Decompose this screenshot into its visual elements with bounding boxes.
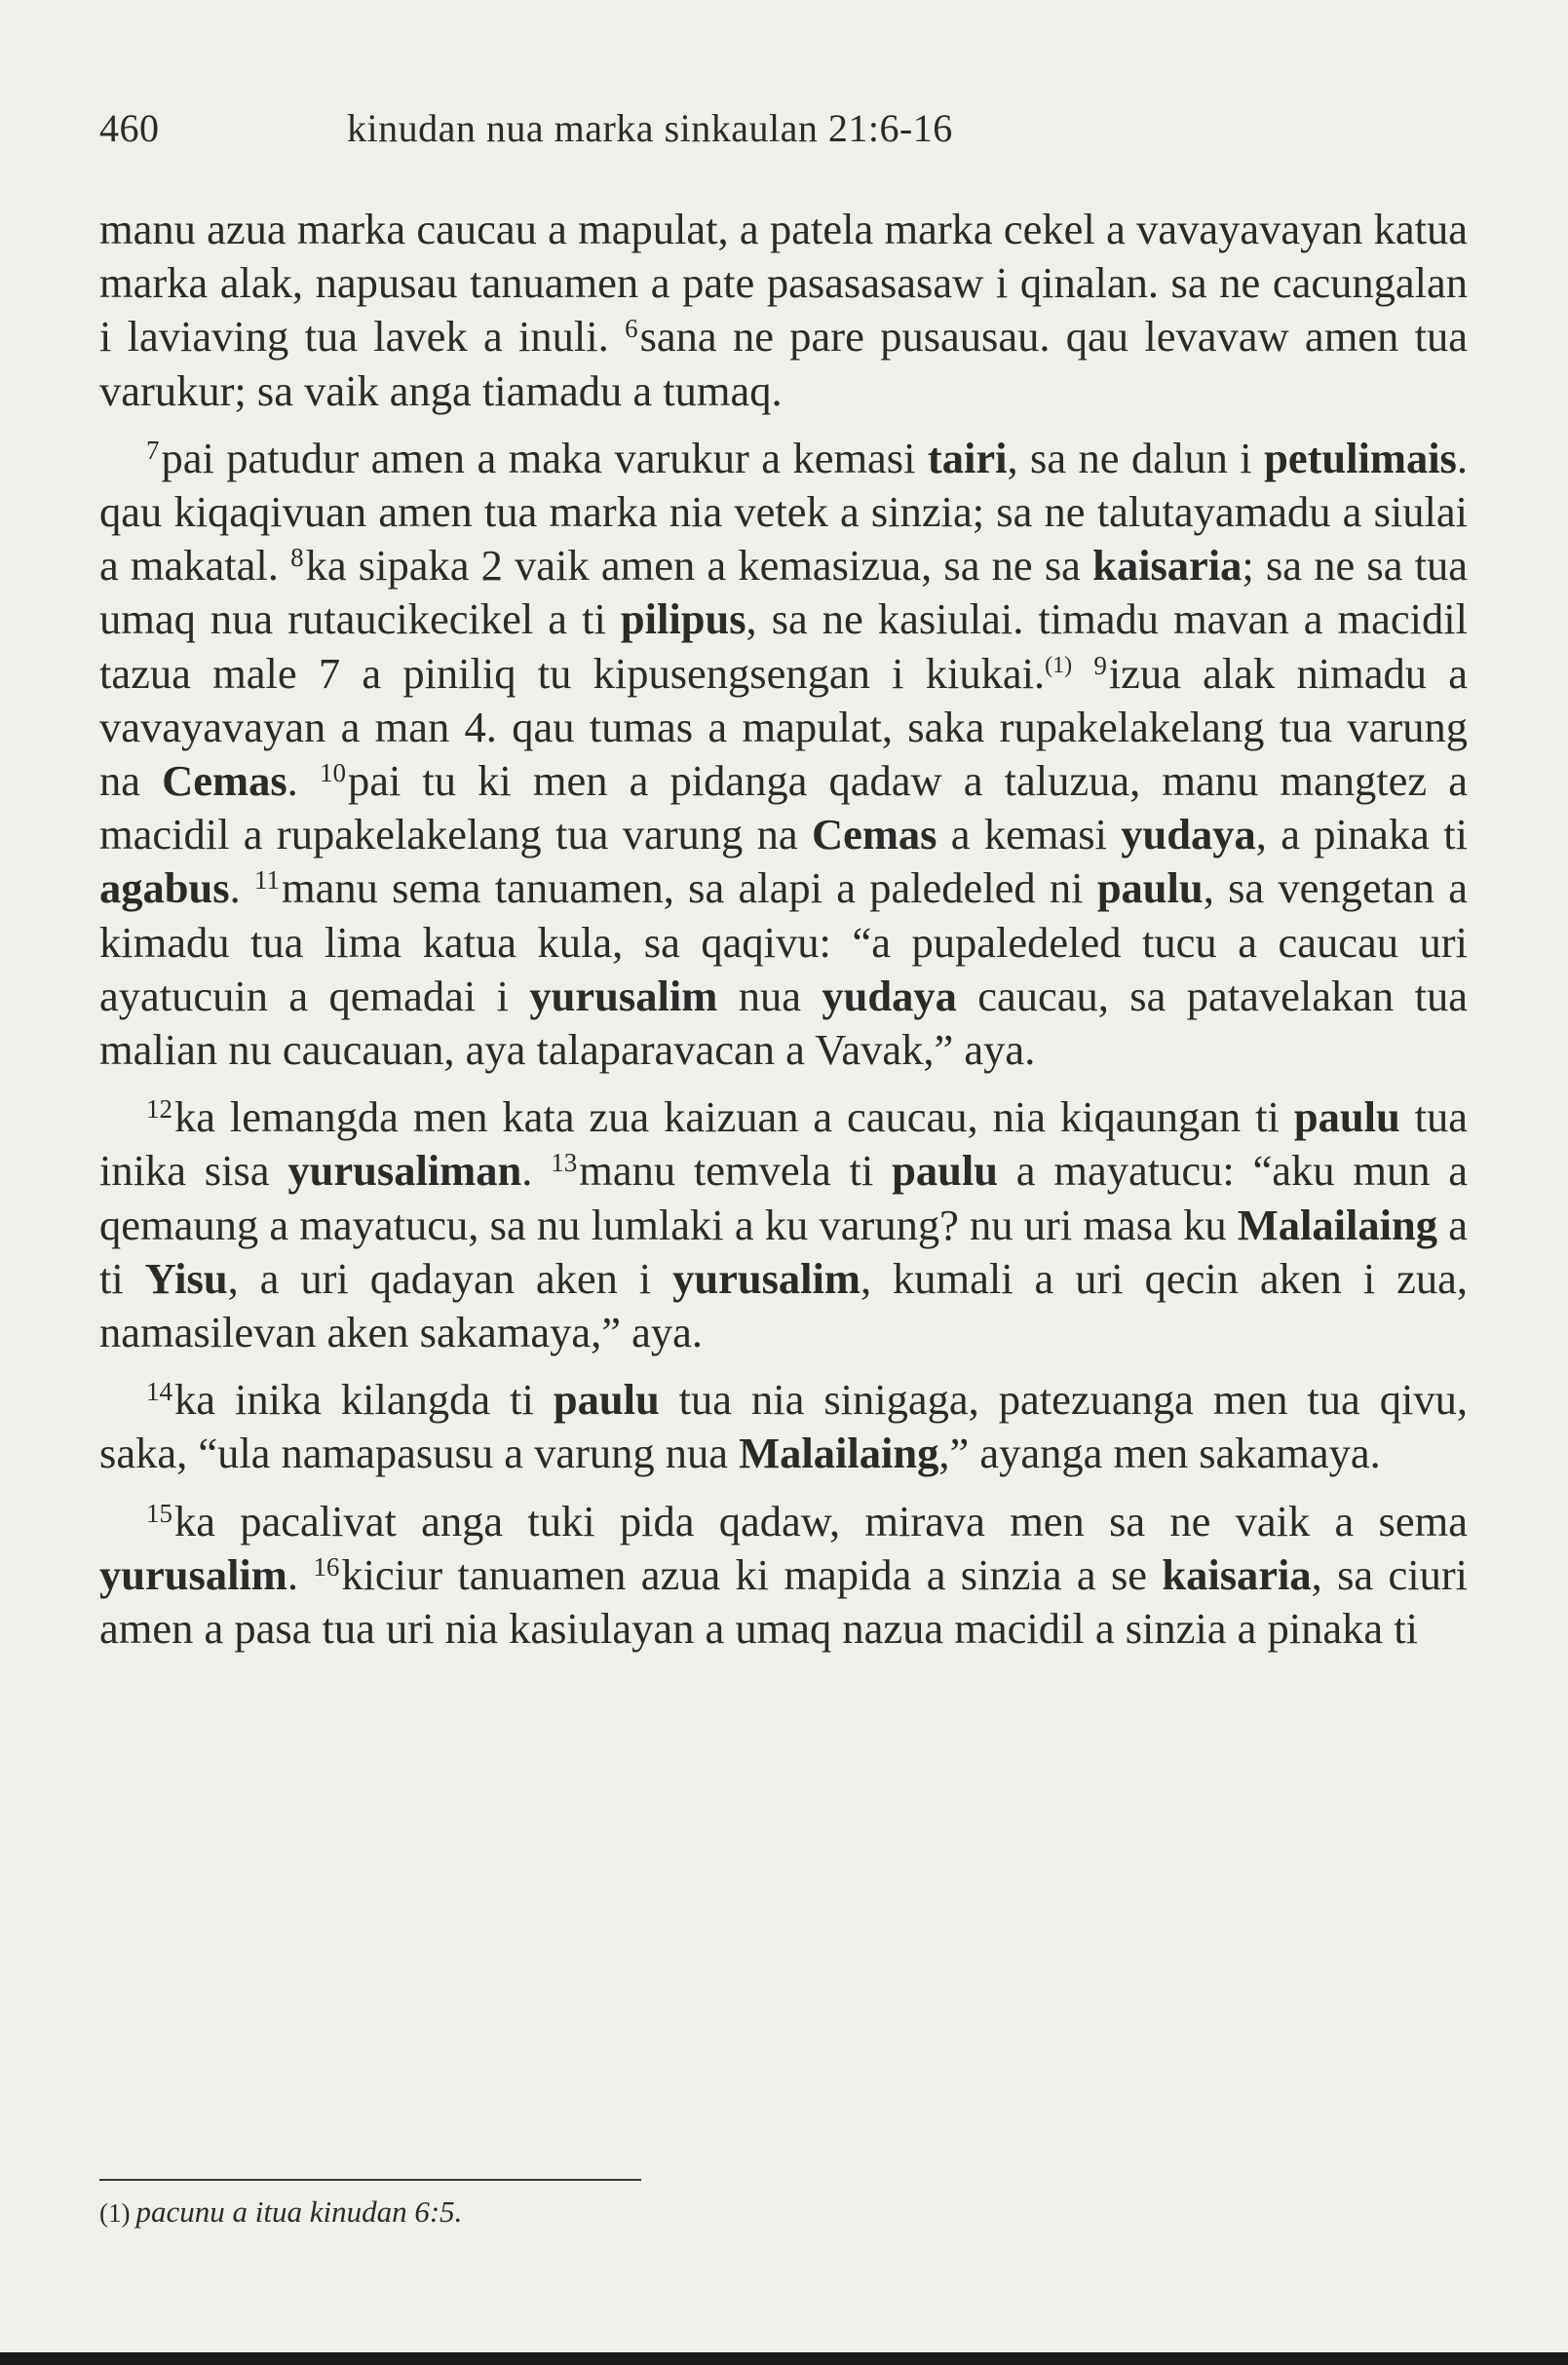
text-run: , sa ne dalun i — [1007, 433, 1265, 482]
text-run: manu azua marka caucau a mapulat, a patela marka cekel a vavayavayan katua marka alak, napusau tanuamen a pate pasasasasaw i qinalan. sa ne cacungalan i laviaving tua lavek a inuli. — [99, 205, 1468, 362]
text-run: ka lemangda men kata zua kaizuan a caucau, nia kiqaungan ti — [174, 1092, 1294, 1142]
text-run: manu sema tanuamen, sa alapi a paledeled ni — [281, 863, 1097, 913]
text-run: pai patudur amen a maka varukur a kemasi — [161, 433, 928, 482]
text-run: ka inika kilangda ti — [174, 1375, 554, 1425]
verse-number: 9 — [1093, 650, 1107, 680]
emphasized-name: Cemas — [162, 756, 287, 806]
verse-number: 8 — [290, 543, 304, 573]
page-number: 460 — [99, 106, 160, 150]
text-run: . qau kiqaqivuan amen tua marka nia vetek a sinzia; sa ne talutayamadu a siulai a makatal. — [99, 433, 1468, 591]
paragraph — [99, 1495, 1468, 1657]
footnote-reference: (1) — [1045, 652, 1073, 678]
paragraph — [99, 203, 1468, 418]
text-run: . — [287, 756, 320, 806]
running-title: kinudan nua marka sinkaulan 21:6-16 — [347, 106, 953, 150]
emphasized-name: yurusalim — [99, 1549, 287, 1599]
emphasized-name: kaisaria — [1092, 541, 1243, 591]
footnote — [99, 2194, 976, 2230]
text-run: nua — [717, 971, 822, 1020]
text-run: , kumali a uri qecin aken i zua, namasilevan aken sakamaya,” aya. — [99, 1253, 1469, 1357]
emphasized-name: paulu — [1293, 1092, 1400, 1142]
paragraph — [99, 1090, 1468, 1359]
emphasized-name: paulu — [892, 1146, 998, 1196]
text-run: , sa vengetan a kimadu tua lima katua kula, sa qaqivu: “a pupaledeled tucu a caucau uri ayatucuin a qemadai i — [99, 863, 1469, 1020]
emphasized-name: yudaya — [822, 971, 957, 1020]
emphasized-name: yurusalim — [529, 971, 718, 1020]
text-run: sana ne pare pusausau. qau levavaw amen tua varukur; sa vaik anga tiamadu a tumaq. — [99, 312, 1468, 415]
text-run: , sa ne kasiulai. timadu mavan a macidil tazua male 7 a piniliq tu kipusengsengan i kiukai. — [99, 594, 1468, 698]
verse-number: 11 — [253, 865, 280, 896]
emphasized-name: yudaya — [1121, 810, 1256, 859]
text-run: pai tu ki men a pidanga qadaw a taluzua, manu mangtez a macidil a rupakelakelang tua varung na — [99, 756, 1469, 859]
text-run: izua alak nimadu a vavayavayan a man 4. qau tumas a mapulat, saka rupakelakelang tua varung na — [99, 648, 1469, 806]
text-run: , sa ciuri amen a pasa tua uri nia kasiulayan a umaq nazua macidil a sinzia a pinaka ti — [99, 1549, 1468, 1654]
footnote-marker: (1) — [99, 2198, 131, 2228]
text-run: , a uri qadayan aken i — [227, 1253, 673, 1303]
text-run: . — [521, 1146, 552, 1196]
scan-edge-bar — [0, 2352, 1568, 2365]
text-run: tua inika sisa — [99, 1092, 1468, 1196]
verse-number: 14 — [146, 1377, 172, 1407]
verse-number: 6 — [625, 314, 638, 344]
verse-number: 10 — [319, 758, 346, 788]
text-run: ka pacalivat anga tuki pida qadaw, mirava men sa ne vaik a sema — [174, 1496, 1468, 1545]
text-run: , a pinaka ti — [1255, 810, 1468, 859]
paragraph — [99, 432, 1468, 1077]
emphasized-name: yurusaliman — [287, 1146, 522, 1196]
emphasized-name: paulu — [1096, 863, 1204, 913]
emphasized-name: tairi — [927, 433, 1008, 482]
text-run: a mayatucu: “aku mun a qemaung a mayatucu, sa nu lumlaki a ku varung? nu uri masa ku — [99, 1146, 1469, 1249]
verse-number: 15 — [146, 1498, 172, 1528]
verse-number: 13 — [551, 1148, 578, 1178]
emphasized-name: yurusalim — [672, 1253, 860, 1303]
emphasized-name: kaisaria — [1162, 1549, 1312, 1599]
text-run: ka sipaka 2 vaik amen a kemasizua, sa ne sa — [305, 541, 1093, 591]
text-run: a ti — [99, 1200, 1468, 1303]
text-run: tua nia sinigaga, patezuanga men tua qivu, saka, “ula namapasusu a varung nua — [99, 1375, 1468, 1478]
verse-number: 7 — [146, 435, 160, 465]
footnote-rule — [99, 2179, 641, 2181]
text-run: kiciur tanuamen azua ki mapida a sinzia a se — [341, 1549, 1163, 1599]
emphasized-name: pilipus — [620, 594, 746, 644]
text-run: a kemasi — [937, 810, 1122, 859]
emphasized-name: Cemas — [811, 810, 937, 859]
emphasized-name: Malailaing — [739, 1429, 939, 1478]
main-text — [99, 203, 1468, 1656]
verse-number: 12 — [146, 1094, 172, 1125]
text-run: ; sa ne sa tua umaq nua rutaucikecikel a ti — [99, 541, 1468, 644]
text-run: . — [287, 1549, 314, 1599]
verse-number: 16 — [313, 1551, 340, 1582]
text-run: . — [229, 863, 254, 913]
paragraph — [99, 1373, 1468, 1480]
footnote-text: pacunu a itua kinudan 6:5. — [135, 2194, 463, 2229]
emphasized-name: Yisu — [144, 1253, 228, 1303]
text-run: caucau, sa patavelakan tua malian nu caucauan, aya talaparavacan a Vavak,” aya. — [99, 971, 1468, 1075]
text-run — [1072, 649, 1093, 698]
emphasized-name: Malailaing — [1237, 1200, 1438, 1249]
emphasized-name: paulu — [553, 1375, 660, 1425]
text-run: ,” ayanga men sakamaya. — [938, 1429, 1381, 1478]
emphasized-name: agabus — [99, 863, 230, 913]
emphasized-name: petulimais — [1264, 433, 1457, 482]
text-run: manu temvela ti — [579, 1146, 893, 1196]
page-header — [99, 105, 1473, 151]
